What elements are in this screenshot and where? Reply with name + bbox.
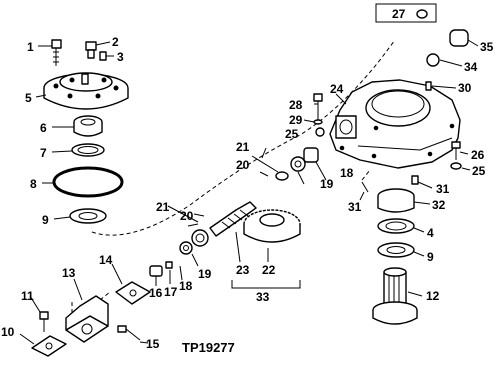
callout-18-lower: 18: [179, 279, 193, 293]
part-12-output-shaft: [373, 268, 417, 324]
callout-7: 7: [40, 146, 47, 160]
callout-3: 3: [117, 50, 124, 64]
callout-10: 10: [1, 325, 15, 339]
callout-25-left: 25: [285, 127, 299, 141]
part-10-gasket: [32, 336, 66, 356]
callout-29: 29: [289, 113, 303, 127]
callout-12: 12: [426, 289, 440, 303]
callout-labels: [1, 7, 494, 351]
callout-20-lower: 20: [180, 209, 194, 223]
part-21-20-shim-pin-upper: [252, 156, 278, 176]
part-18-bearing-cup-lower: [192, 230, 208, 246]
callout-9-upper: 9: [42, 213, 49, 227]
part-35-breather-cap: [450, 30, 468, 46]
part-18-bearing-cup-upper: [304, 148, 318, 162]
callout-34: 34: [464, 60, 478, 74]
part-1-cap-screw: [52, 40, 61, 66]
part-26-cap-screw: [452, 142, 460, 160]
part-14-gasket: [116, 282, 150, 304]
callout-21-lower: 21: [156, 200, 170, 214]
part-16-sleeve: [150, 266, 162, 276]
callout-32: 32: [432, 198, 446, 212]
part-5-gear-cover: [44, 73, 128, 109]
part-3-plug: [100, 52, 106, 60]
bracket-33-worm-assembly: [232, 280, 300, 288]
callout-4: 4: [427, 226, 434, 240]
part-15-cap-screw: [118, 326, 140, 340]
part-17-pin: [166, 262, 172, 268]
callout-28: 28: [289, 98, 303, 112]
part-6-bearing-cone: [74, 116, 102, 136]
callout-22: 22: [262, 263, 276, 277]
part-4-bearing-cup: [378, 219, 414, 233]
callout-30: 30: [458, 81, 472, 95]
callout-14: 14: [99, 253, 113, 267]
callout-16: 16: [149, 286, 163, 300]
part-19-bearing-upper: [291, 157, 305, 171]
callout-19-upper: 19: [320, 177, 334, 191]
callout-5: 5: [25, 91, 32, 105]
callout-2: 2: [112, 35, 119, 49]
part-19-bearing-lower: [180, 242, 192, 254]
callout-19-lower: 19: [198, 267, 212, 281]
callout-35: 35: [480, 40, 494, 54]
part-9-seal-lower: [378, 243, 414, 257]
callout-21-upper: 21: [236, 140, 250, 154]
callout-33: 33: [256, 290, 270, 304]
part-24-gear-housing: [330, 80, 460, 168]
callout-25-right: 25: [472, 164, 486, 178]
part-32-bearing: [378, 189, 414, 212]
callout-24: 24: [330, 82, 344, 96]
callout-26: 26: [471, 148, 485, 162]
part-34-ball: [427, 54, 439, 66]
callout-23: 23: [236, 263, 250, 277]
callout-1: 1: [27, 40, 34, 54]
callout-8: 8: [30, 177, 37, 191]
part-31-pin-right: [412, 176, 418, 184]
callout-31-right: 31: [436, 182, 450, 196]
part-27-plug: [417, 10, 427, 18]
callout-9-lower: 9: [427, 250, 434, 264]
part-28-cap-screw: [314, 94, 322, 120]
part-9-seal-upper: [70, 209, 106, 223]
callout-11: 11: [21, 289, 34, 303]
callout-31-left: 31: [348, 200, 362, 214]
part-29-washer: [314, 120, 322, 124]
part-2-vent-plug: [86, 42, 96, 58]
part-11-cap-screw: [40, 312, 48, 332]
callout-17: 17: [164, 285, 178, 299]
callout-13: 13: [62, 266, 76, 280]
part-25-washer-left: [316, 128, 324, 136]
callout-6: 6: [40, 121, 47, 135]
part-31-pin-left: [362, 182, 368, 192]
part-25-washer-right: [451, 163, 461, 169]
part-8-o-ring: [54, 168, 122, 196]
callout-18-upper: 18: [340, 166, 354, 180]
figure-id: TP19277: [182, 340, 235, 355]
callout-15: 15: [146, 337, 160, 351]
part-30-pin: [426, 82, 431, 90]
callout-27: 27: [392, 7, 406, 21]
part-22-worm-gear: [244, 210, 300, 242]
part-7-bearing-cup: [72, 144, 104, 156]
callout-20-upper: 20: [236, 158, 250, 172]
part-19-washer-upper: [276, 172, 288, 180]
